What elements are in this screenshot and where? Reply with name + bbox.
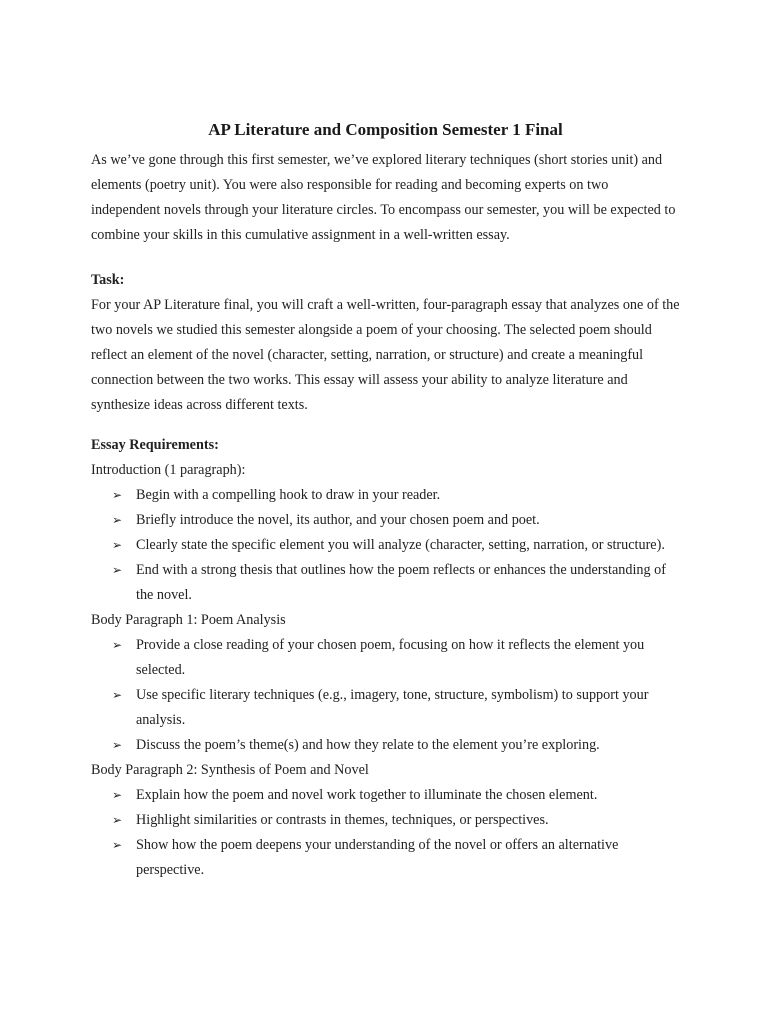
list-item-text: Provide a close reading of your chosen poem, focusing on how it reflects the element you selected. [136, 637, 645, 678]
arrowhead-bullet-icon: ➢ [112, 488, 123, 502]
list-item [91, 633, 680, 683]
bullet-list-body-paragraph-1 [91, 633, 680, 758]
list-item [91, 508, 680, 533]
list-item-text: End with a strong thesis that outlines how the poem reflects or enhances the understanding of the novel. [136, 562, 666, 603]
list-item [91, 833, 680, 883]
spacer [91, 418, 680, 433]
list-item [91, 783, 680, 808]
arrowhead-bullet-icon: ➢ [112, 813, 123, 827]
list-item [91, 733, 680, 758]
bullet-list-introduction [91, 483, 680, 608]
section-label-body-paragraph-2: Body Paragraph 2: Synthesis of Poem and Novel [91, 762, 369, 778]
requirements-heading: Essay Requirements: [91, 437, 219, 453]
arrowhead-bullet-icon: ➢ [112, 788, 123, 802]
arrowhead-bullet-icon: ➢ [112, 538, 123, 552]
list-item-text: Begin with a compelling hook to draw in your reader. [136, 487, 441, 503]
arrowhead-bullet-icon: ➢ [112, 638, 123, 652]
list-item-text: Briefly introduce the novel, its author, and your chosen poem and poet. [136, 512, 540, 528]
bullet-list-body-paragraph-2 [91, 783, 680, 883]
list-item-text: Show how the poem deepens your understanding of the novel or offers an alternative perspective. [136, 837, 619, 878]
list-item-text: Use specific literary techniques (e.g., imagery, tone, structure, symbolism) to support your analysis. [136, 687, 649, 728]
list-item-text: Explain how the poem and novel work together to illuminate the chosen element. [136, 787, 598, 803]
document-title: AP Literature and Composition Semester 1 Final [208, 120, 563, 139]
intro-paragraph: As we’ve gone through this first semester, we’ve explored literary techniques (short stories unit) and elements (poetry unit). You were also responsible for reading and becoming experts on two independent novels through your literature circles. To encompass our semester, you will be expected to combine your skills in this cumulative assignment in a well-written essay. [91, 152, 676, 243]
arrowhead-bullet-icon: ➢ [112, 563, 123, 577]
task-heading: Task: [91, 272, 125, 288]
section-label-introduction: Introduction (1 paragraph): [91, 462, 246, 478]
arrowhead-bullet-icon: ➢ [112, 838, 123, 852]
spacer [91, 248, 680, 268]
arrowhead-bullet-icon: ➢ [112, 688, 123, 702]
list-item [91, 808, 680, 833]
list-item [91, 483, 680, 508]
list-item-text: Clearly state the specific element you will analyze (character, setting, narration, or structure). [136, 537, 665, 553]
list-item-text: Highlight similarities or contrasts in themes, techniques, or perspectives. [136, 812, 549, 828]
list-item [91, 683, 680, 733]
list-item [91, 558, 680, 608]
arrowhead-bullet-icon: ➢ [112, 513, 123, 527]
list-item-text: Discuss the poem’s theme(s) and how they relate to the element you’re exploring. [136, 737, 600, 753]
list-item [91, 533, 680, 558]
section-label-body-paragraph-1: Body Paragraph 1: Poem Analysis [91, 612, 286, 628]
arrowhead-bullet-icon: ➢ [112, 738, 123, 752]
task-paragraph: For your AP Literature final, you will craft a well-written, four-paragraph essay that analyzes one of the two novels we studied this semester alongside a poem of your choosing. The selected poem should reflect an element of the novel (character, setting, narration, or structure) and create a meaningful connection between the two works. This essay will assess your ability to analyze literature and synthesize ideas across different texts. [91, 297, 680, 413]
